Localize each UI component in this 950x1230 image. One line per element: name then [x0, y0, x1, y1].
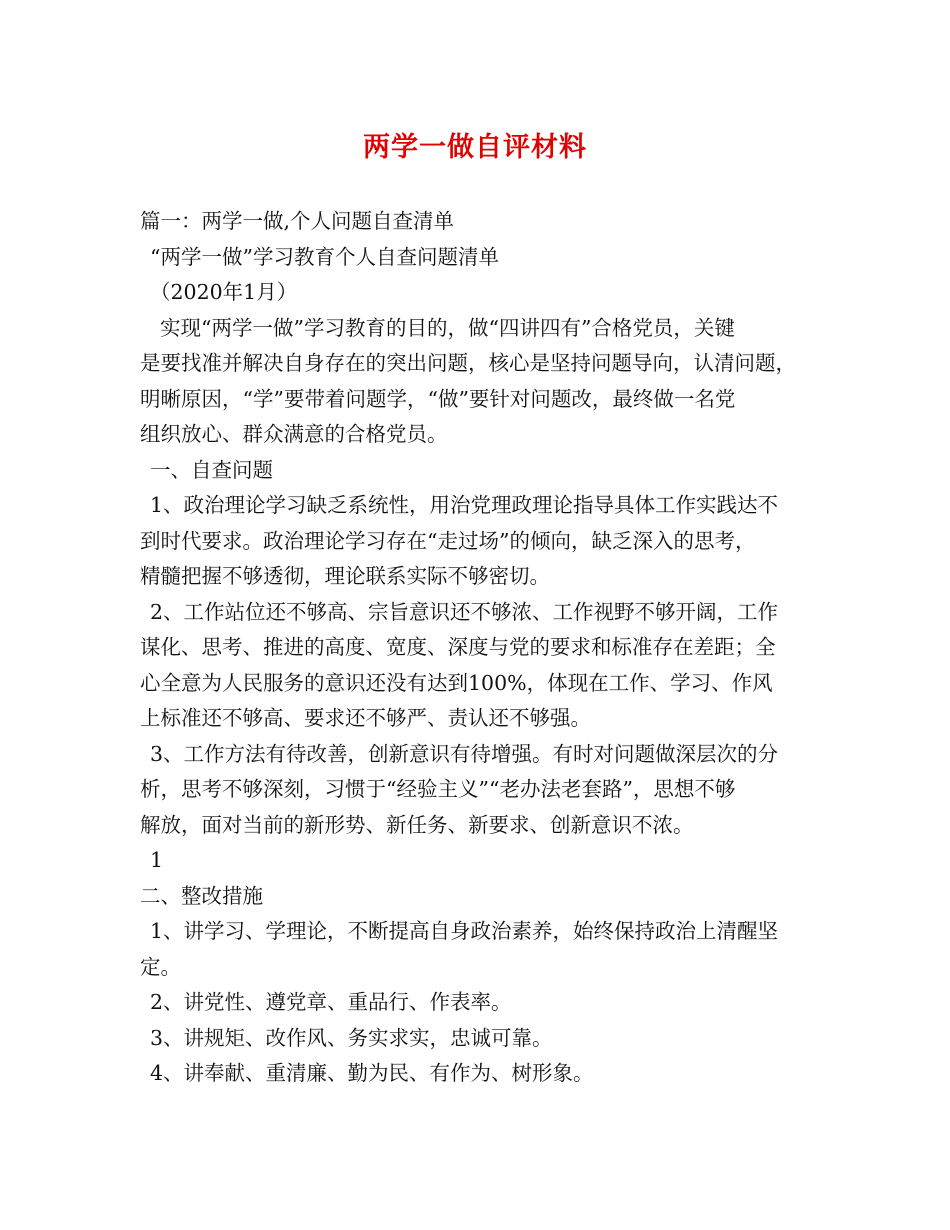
body-line-14: 心全意为人民服务的意识还没有达到100%，体现在工作、学习、作风	[140, 670, 773, 695]
body-line-13: 谋化、思考、推进的高度、宽度、深度与党的要求和标准存在差距；全	[140, 635, 776, 659]
document-body	[140, 204, 820, 1092]
body-line-4: 实现“两学一做”学习教育的目的，做“四讲四有”合格党员，关键	[160, 315, 735, 340]
body-line-21: 1、讲学习、学理论，不断提高自身政治素养，始终保持政治上清醒坚	[150, 919, 779, 943]
body-line-5: 是要找准并解决自身存在的突出问题，核心是坚持问题导向，认清问题，	[140, 351, 796, 375]
body-line-3: （2020年1月）	[150, 280, 298, 304]
body-line-10: 到时代要求。政治理论学习存在“走过场”的倾向，缺乏深入的思考，	[140, 528, 756, 553]
body-line-7: 组织放心、群众满意的合格党员。	[140, 422, 448, 446]
document-title: 两学一做自评材料	[363, 132, 587, 163]
body-line-16: 3、工作方法有待改善，创新意识有待增强。有时对问题做深层次的分	[150, 741, 779, 766]
body-line-9: 1、政治理论学习缺乏系统性，用治党理政理论指导具体工作实践达不	[150, 493, 779, 517]
body-line-15: 上标准还不够高、要求还不够严、责认还不够强。	[140, 706, 591, 730]
body-line-2: “两学一做”学习教育个人自查问题清单	[150, 244, 499, 269]
section-heading-1: 一、自查问题	[150, 457, 273, 482]
body-line-24: 3、讲规矩、改作风、务实求实，忠诚可靠。	[150, 1025, 553, 1050]
body-line-11: 精髓把握不够透彻，理论联系实际不够密切。	[140, 564, 550, 588]
body-line-22: 定。	[140, 954, 181, 979]
body-line-6: 明晰原因，“学”要带着问题学，“做”要针对问题改，最终做一名党	[140, 386, 736, 411]
page-number: 1	[150, 848, 164, 872]
body-line-17: 析，思考不够深刻，习惯于“经验主义”“老办法老套路”，思想不够	[140, 777, 736, 801]
body-line-18: 解放，面对当前的新形势、新任务、新要求、创新意识不浓。	[140, 812, 694, 837]
body-line-25: 4、讲奉献、重清廉、勤为民、有作为、树形象。	[150, 1061, 594, 1085]
body-line-12: 2、工作站位还不够高、宗旨意识还不够浓、工作视野不够开阔，工作	[150, 599, 779, 624]
body-line-23: 2、讲党性、遵党章、重品行、作表率。	[150, 990, 512, 1014]
section-heading-2: 二、整改措施	[140, 883, 263, 908]
body-line-1: 篇一：两学一做,个人问题自查清单	[140, 209, 455, 233]
